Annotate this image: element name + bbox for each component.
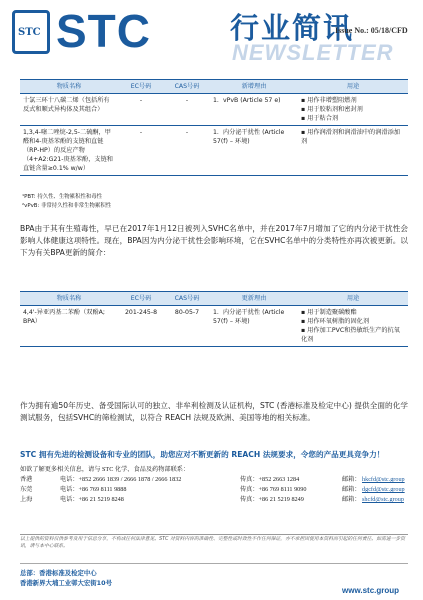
table-row — [20, 306, 408, 347]
issue-number: Issue No.: 05/18/CFD — [335, 26, 408, 35]
contact-tel: 电话：+86 769 8111 9888 — [60, 486, 127, 493]
reason — [210, 126, 298, 176]
ec-number: - — [118, 94, 164, 126]
footnote-vpvb: ²vPvB: 非常持久性和非常生物累积性 — [22, 203, 112, 209]
contact-email-label: 邮箱： — [342, 496, 361, 503]
contact-row-dg — [20, 485, 408, 494]
contact-city: 东莞 — [20, 486, 33, 493]
reason-number: 1. — [213, 309, 219, 316]
table-row — [20, 94, 408, 126]
use-item: ▪ 用作润滑剂和润滑油中的润滑添加剂 — [301, 128, 405, 146]
col-ec: EC号码 — [118, 80, 164, 94]
col-reason: 新增理由 — [210, 80, 298, 94]
uses — [298, 126, 408, 176]
stc-logo-icon — [12, 10, 50, 54]
footer — [0, 563, 423, 600]
contact-intro-text: 如欲了解更多相关信息，请与 STC 化学、食品及药物部联系： — [20, 466, 190, 473]
contact-fax: 传真：+86 21 5219 8249 — [240, 496, 304, 503]
hq-address — [20, 568, 112, 588]
contact-email-link[interactable]: dgcfd@stc.group — [362, 486, 405, 493]
reason-text: 内分泌干扰性 (Article 57(f) – 环境) — [213, 309, 285, 325]
substance-name: 十氯三环十八碳二烯（包括所有反式和顺式异构体及其组合） — [20, 94, 118, 126]
logo-glyph: STC — [18, 27, 41, 38]
footnote-pbt: ¹PBT: 持久性、生物累积性和毒性 — [22, 194, 103, 200]
bpa-update-table — [20, 291, 408, 347]
hq-line-1: 总部：香港标准及检定中心 — [20, 569, 97, 577]
contact-fax: 传真：+86 769 8111 9090 — [240, 486, 307, 493]
contact-fax: 传真：+852 2663 1284 — [240, 476, 300, 483]
disclaimer: 以上提供的资料仅供参考及用于信息分享，不构成任何法律意见。STC 对资料内容的准确性、完整性或时效性不作任何保证，亦不承担因使用本资料而引起的任何责任。如需进一步资讯，请与本中心联系。 — [20, 534, 408, 550]
ec-number: 201-245-8 — [118, 306, 164, 347]
contact-row-sh — [20, 495, 408, 504]
reason-text: vPvB (Article 57 e) — [223, 97, 281, 104]
header — [0, 0, 423, 68]
use-item: ▪ 用于粘合剂 — [301, 114, 405, 123]
reason-number: 1. — [213, 129, 219, 136]
contact-intro — [20, 465, 408, 474]
contact-row-hk — [20, 475, 408, 484]
uses — [298, 94, 408, 126]
newsletter-title-zh: 行业简讯 — [230, 11, 355, 45]
reason — [210, 306, 298, 347]
table-header-row — [20, 292, 408, 306]
contact-email-link[interactable]: hkcfd@stc.group — [362, 476, 405, 483]
col-reason: 更新理由 — [210, 292, 298, 306]
col-substance: 物质名称 — [20, 80, 118, 94]
reason-text: 内分泌干扰性 (Article 57(f) – 环境) — [213, 129, 285, 145]
cas-number: - — [164, 126, 210, 176]
table-row — [20, 126, 408, 176]
use-item: ▪ 用于胶粘剂和密封剂 — [301, 105, 405, 114]
ec-number: - — [118, 126, 164, 176]
footer-divider — [20, 563, 408, 564]
svhc-new-substances-table — [20, 79, 408, 176]
use-item: ▪ 用作加工PVC和热敏纸生产的抗氧化剂 — [301, 326, 405, 344]
contact-city: 上海 — [20, 496, 33, 503]
contact-tel: 电话：+86 21 5219 8248 — [60, 496, 124, 503]
col-cas: CAS号码 — [164, 80, 210, 94]
substance-name: 4,4'-异亚丙基二苯酚（双酚A; BPA） — [20, 306, 118, 347]
contact-tel: 电话：+852 2666 1839 / 2666 1878 / 2666 1832 — [60, 476, 182, 483]
contact-email-link[interactable]: shcfd@stc.group — [362, 496, 404, 503]
bpa-paragraph: BPA由于其有生殖毒性，早已在2017年1月12日被列入SVHC名单中，并在2017年7月增加了它的内分泌干扰性会影响人体健康这项特性。现在，BPA因为内分泌干扰性会影响环境，它在SVHC名单中的分类特性亦再次被更新。以下为有关BPA更新的简介： — [20, 224, 408, 257]
cas-number: 80-05-7 — [164, 306, 210, 347]
website-link[interactable]: www.stc.group — [342, 586, 400, 595]
use-item: ▪ 用作环氧树脂的固化剂 — [301, 317, 405, 326]
table-header-row — [20, 80, 408, 94]
contact-city: 香港 — [20, 476, 33, 483]
contact-email-label: 邮箱： — [342, 486, 361, 493]
col-uses: 用途 — [298, 292, 408, 306]
contact-email-label: 邮箱： — [342, 476, 361, 483]
promo-line: STC 拥有先进的检测设备和专业的团队，助您应对不断更新的 REACH 法规要求，令您的产品更具竞争力！ — [20, 450, 385, 459]
reason-number: 1. — [213, 97, 219, 104]
reason — [210, 94, 298, 126]
stc-intro-paragraph: 作为拥有逾50年历史、备受国际认可的独立、非牟利检测及认证机构，STC (香港标准及检定中心) 提供全面的化学测试服务，包括SVHC的筛检测试，以符合 REACH 法规及欧洲、美国等地的相关标准。 — [20, 401, 408, 422]
use-item: ▪ 用作非增塑阻燃剂 — [301, 96, 405, 105]
newsletter-title-en: NEWSLETTER — [232, 40, 394, 65]
use-item: ▪ 用于制造聚碳酸酯 — [301, 308, 405, 317]
hq-line-2: 香港新界大埔工业邨大宏街10号 — [20, 579, 112, 587]
substance-name: 1,3,4-噻二唑烷-2,5-二硫酮，甲醛和4-庚基苯酚的支链和直链（RP-HP）的反应产物（4+A2:G21-庚基苯酚，支链和直链含量≥0.1% w/w） — [20, 126, 118, 176]
col-cas: CAS号码 — [164, 292, 210, 306]
col-uses: 用途 — [298, 80, 408, 94]
uses — [298, 306, 408, 347]
cas-number: - — [164, 94, 210, 126]
logo-text: STC — [56, 5, 151, 57]
col-substance: 物质名称 — [20, 292, 118, 306]
col-ec: EC号码 — [118, 292, 164, 306]
